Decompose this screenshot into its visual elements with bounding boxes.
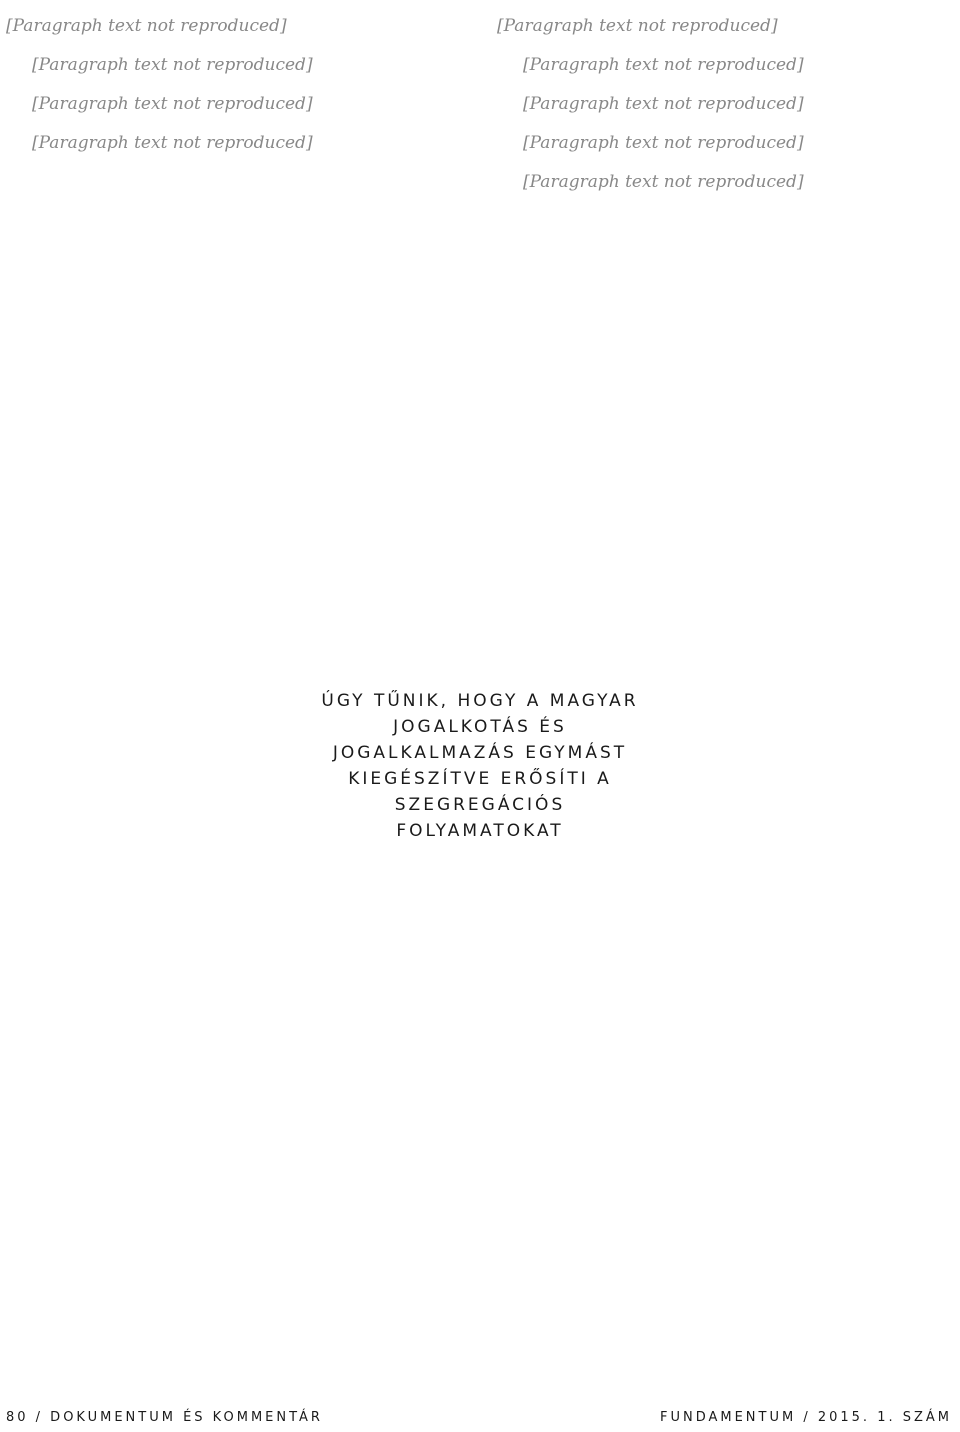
paragraph: [Paragraph text not reproduced] bbox=[523, 172, 804, 192]
paragraph: [Paragraph text not reproduced] bbox=[523, 133, 804, 153]
paragraph: [Paragraph text not reproduced] bbox=[497, 16, 778, 36]
paragraph: [Paragraph text not reproduced] bbox=[523, 55, 804, 75]
paragraph: [Paragraph text not reproduced] bbox=[32, 133, 313, 153]
footer-section-label: 80 / DOKUMENTUM ÉS KOMMENTÁR bbox=[6, 1410, 323, 1425]
pull-quote: ÚGY TŰNIK, HOGY A MAGYAR JOGALKOTÁS ÉS JOGALKALMAZÁS EGYMÁST KIEGÉSZÍTVE ERŐSÍTI A SZEGREGÁCIÓS FOLYAMATOKAT bbox=[312, 680, 648, 852]
paragraph: [Paragraph text not reproduced] bbox=[6, 16, 287, 36]
paragraph: [Paragraph text not reproduced] bbox=[32, 55, 313, 75]
footer-journal-issue: FUNDAMENTUM / 2015. 1. SZÁM bbox=[659, 1410, 952, 1425]
left-column bbox=[6, 14, 460, 170]
paragraph: [Paragraph text not reproduced] bbox=[32, 94, 313, 114]
paragraph: [Paragraph text not reproduced] bbox=[523, 94, 804, 114]
right-column bbox=[497, 14, 951, 209]
